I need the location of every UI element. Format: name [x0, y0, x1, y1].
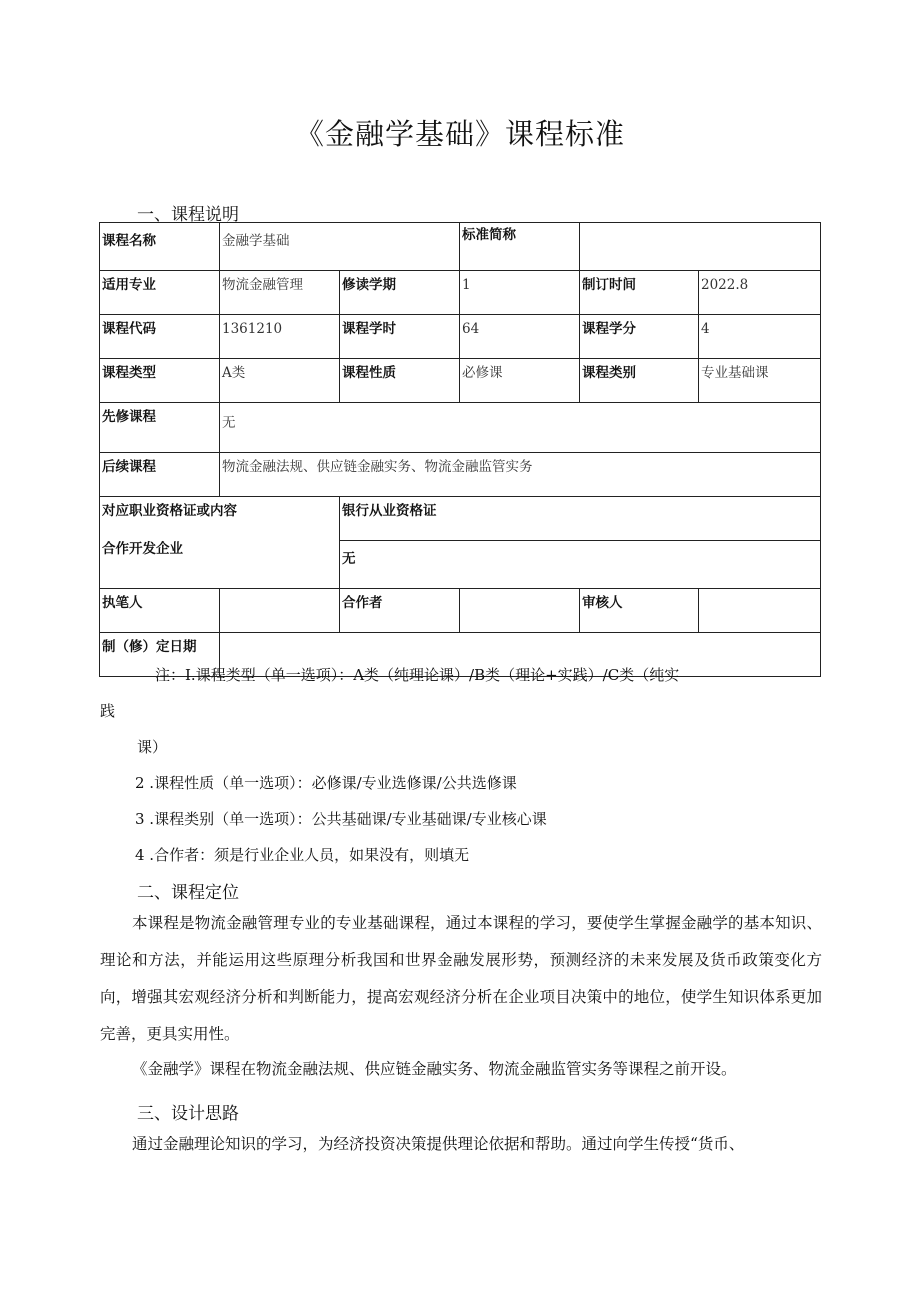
hours-value: 64	[460, 315, 580, 359]
category-label: 课程类别	[580, 359, 699, 403]
major-value: 物流金融管理	[220, 271, 340, 315]
code-label: 课程代码	[100, 315, 220, 359]
enterprise-value: 无	[340, 541, 821, 589]
date-value: 2022.8	[699, 271, 821, 315]
hours-label: 课程学时	[340, 315, 460, 359]
note-1-end: 课）	[137, 738, 168, 756]
cert-value: 银行从业资格证	[340, 497, 821, 541]
term-value: 1	[460, 271, 580, 315]
section-heading-2: 二、课程定位	[137, 883, 239, 903]
paragraph-positioning: 本课程是物流金融管理专业的专业基础课程，通过本课程的学习，要使学生掌握金融学的基本知识、理论和方法，并能运用这些原理分析我国和世界金融发展形势，预测经济的未来发展及货币政策变化方向，增强其宏观经济分析和判断能力，提高宏观经济分析在企业项目决策中的地位，使学生知识体系更加完善，更具实用性。	[100, 914, 822, 1043]
term-label: 修读学期	[340, 271, 460, 315]
follow-value: 物流金融法规、供应链金融实务、物流金融监管实务	[220, 453, 821, 497]
credit-label: 课程学分	[580, 315, 699, 359]
note-3: 3 .课程类别（单一选项）：公共基础课/专业基础课/专业核心课	[135, 810, 547, 828]
follow-label: 后续课程	[100, 453, 220, 497]
note-1: 注：I.课程类型（单一选项）：A类（纯理论课）/B类（理论+实践）/C类（纯实	[155, 666, 680, 684]
course-name-label: 课程名称	[100, 223, 220, 271]
table-row	[100, 223, 821, 271]
enterprise-label: 合作开发企业	[100, 541, 340, 589]
table-row	[100, 359, 821, 403]
reviewer-value	[699, 589, 821, 633]
table-row	[100, 315, 821, 359]
revise-date-label: 制（修）定日期	[100, 633, 220, 677]
paragraph-design: 通过金融理论知识的学习，为经济投资决策提供理论依据和帮助。通过向学生传授“货币、	[132, 1135, 745, 1153]
type-label: 课程类型	[100, 359, 220, 403]
prereq-value: 无	[220, 403, 821, 453]
nature-value: 必修课	[460, 359, 580, 403]
paragraph-sequence: 《金融学》课程在物流金融法规、供应链金融实务、物流金融监管实务等课程之前开设。	[132, 1060, 737, 1078]
coauthor-label: 合作者	[340, 589, 460, 633]
prereq-label: 先修课程	[100, 403, 220, 453]
std-abbr-value	[580, 223, 821, 271]
type-value: A类	[220, 359, 340, 403]
section-heading-3: 三、设计思路	[137, 1104, 239, 1124]
cert-label: 对应职业资格证或内容	[100, 497, 340, 541]
author-value	[220, 589, 340, 633]
category-value: 专业基础课	[699, 359, 821, 403]
credit-value: 4	[699, 315, 821, 359]
code-value: 1361210	[220, 315, 340, 359]
author-label: 执笔人	[100, 589, 220, 633]
major-label: 适用专业	[100, 271, 220, 315]
table-row	[100, 453, 821, 497]
coauthor-value	[460, 589, 580, 633]
nature-label: 课程性质	[340, 359, 460, 403]
table-row	[100, 541, 821, 589]
date-label: 制订时间	[580, 271, 699, 315]
course-name-value: 金融学基础	[220, 223, 340, 271]
table-row	[100, 589, 821, 633]
note-2: 2 .课程性质（单一选项）：必修课/专业选修课/公共选修课	[135, 774, 517, 792]
note-4: 4 .合作者：须是行业企业人员，如果没有，则填无	[135, 846, 470, 864]
table-row	[100, 497, 821, 541]
course-info-table	[99, 222, 821, 677]
section-heading-1: 一、课程说明	[137, 205, 239, 225]
document-title: 《金融学基础》课程标准	[294, 117, 625, 151]
note-1-cont: 践	[100, 702, 116, 720]
table-row	[100, 271, 821, 315]
reviewer-label: 审核人	[580, 589, 699, 633]
table-row	[100, 403, 821, 453]
std-abbr-label: 标准简称	[460, 223, 580, 271]
